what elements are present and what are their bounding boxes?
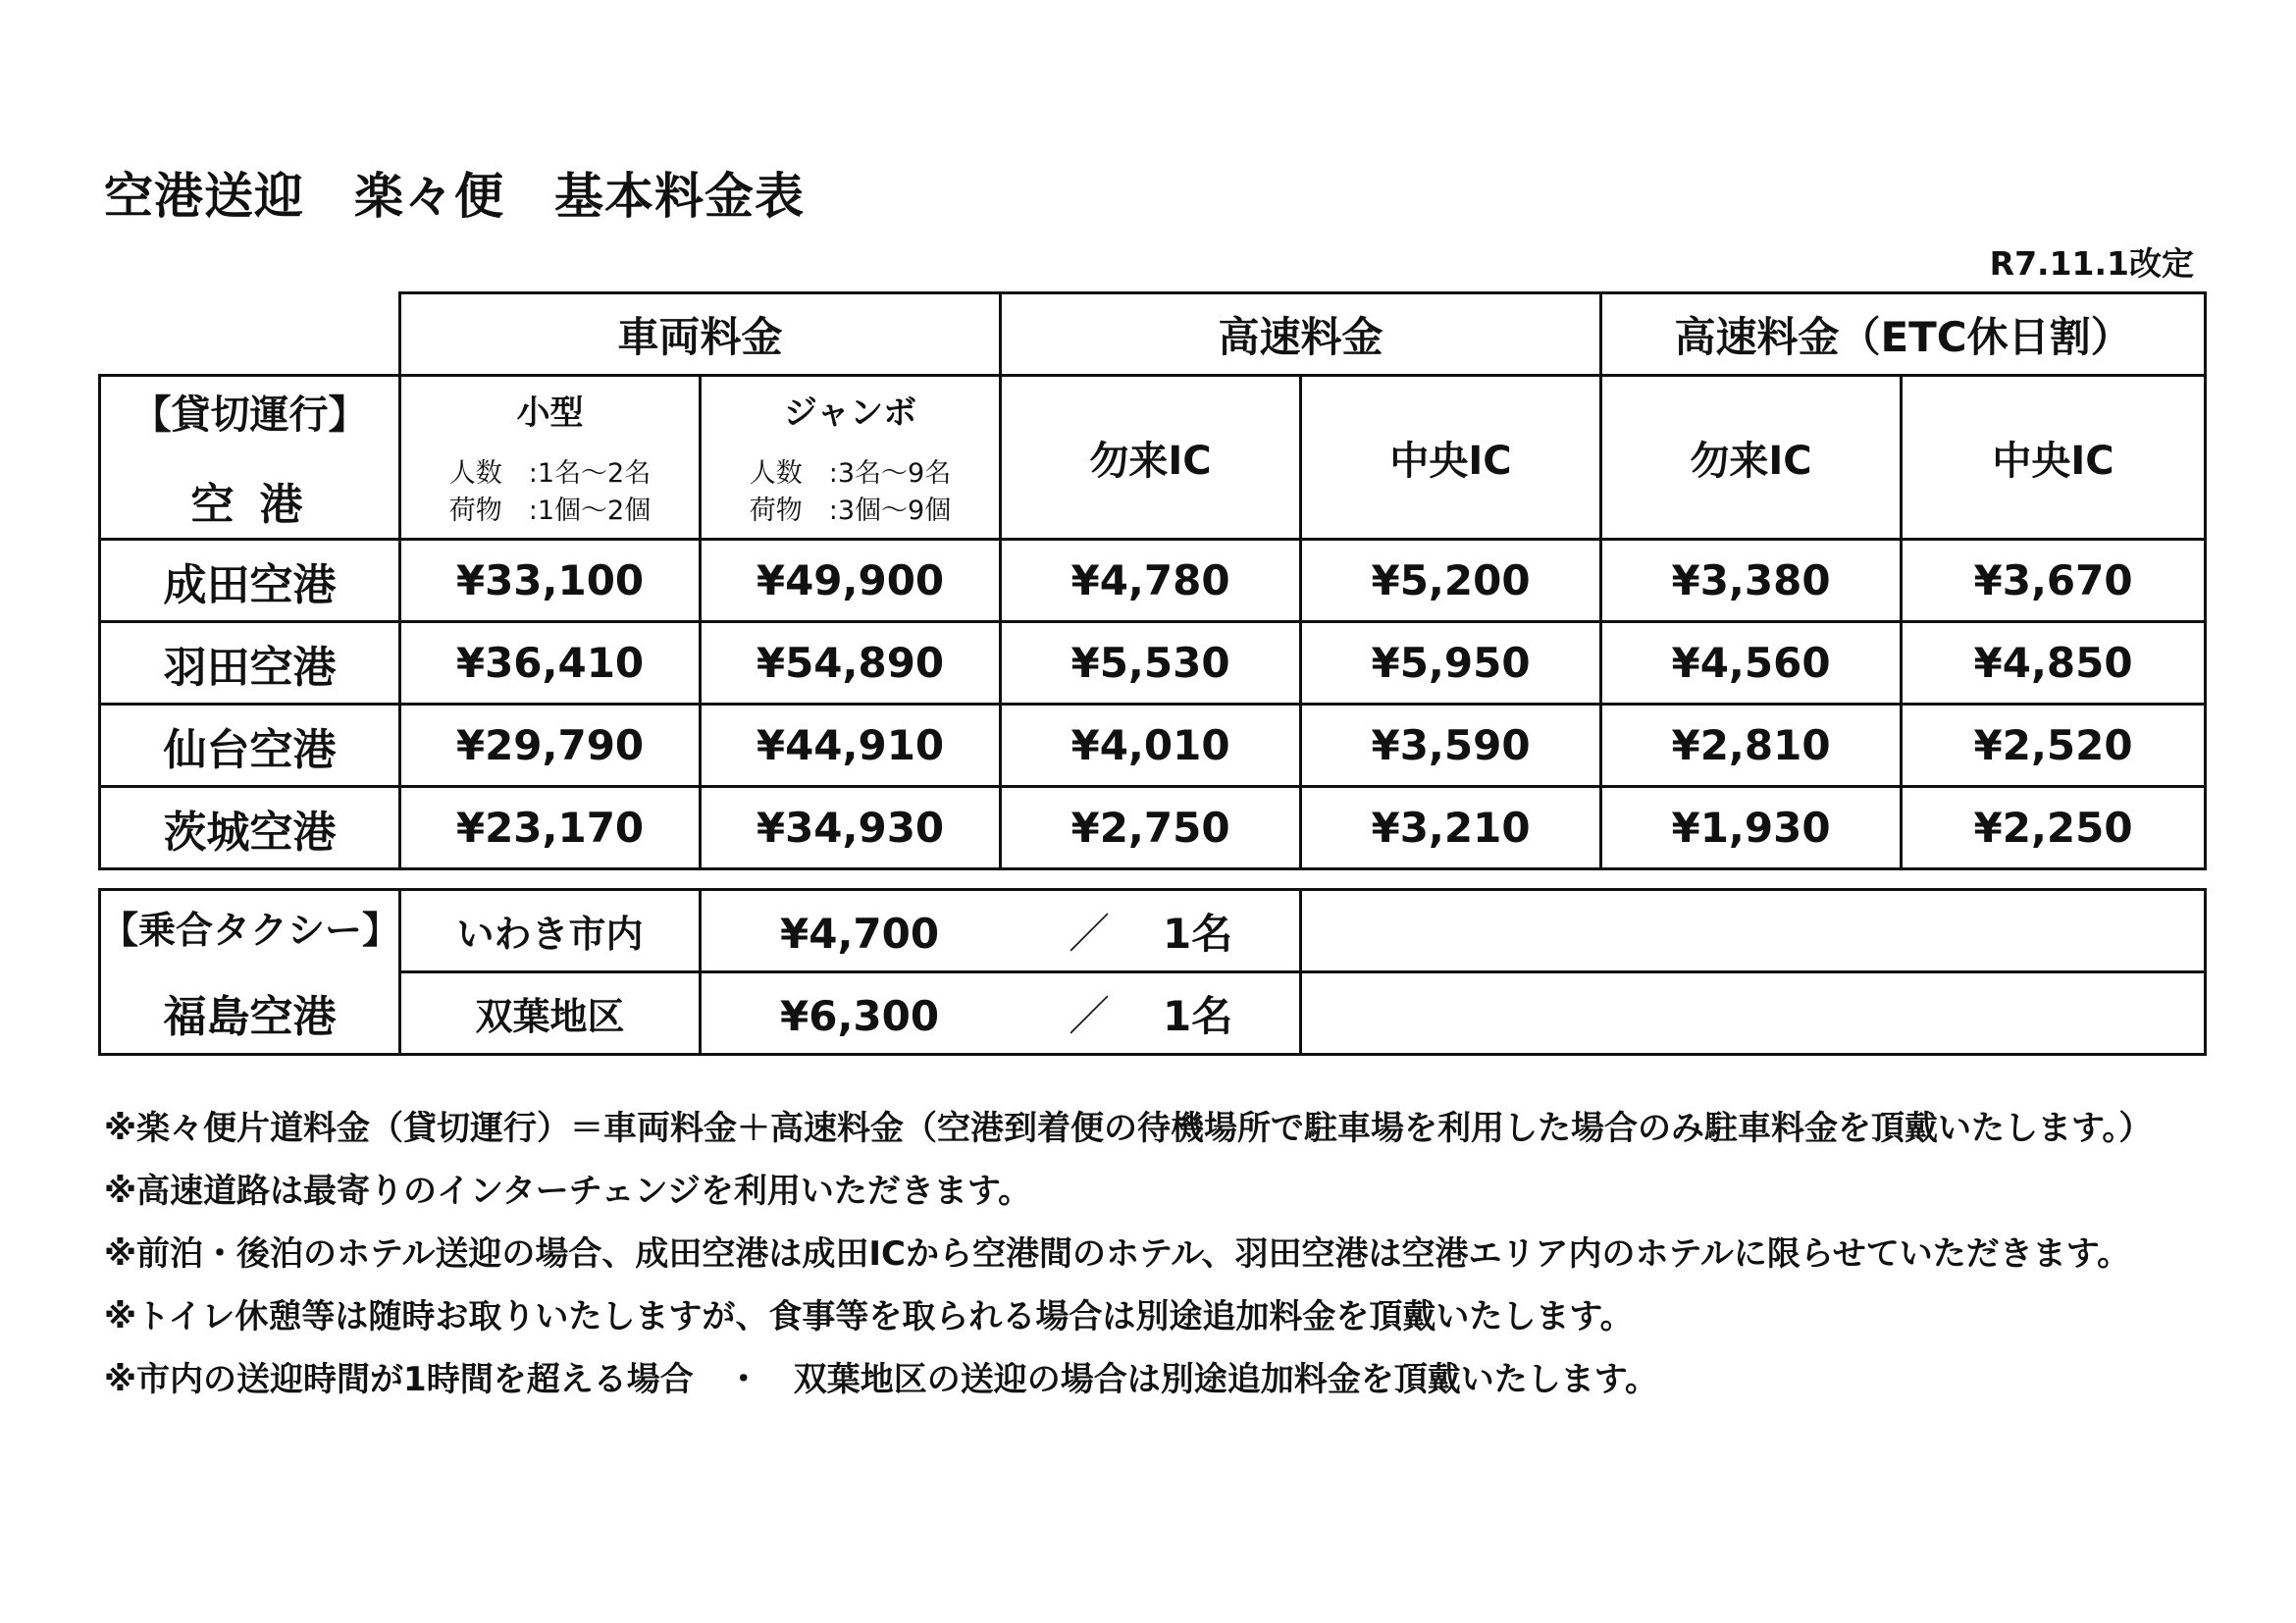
price-cell: ¥36,410 — [400, 622, 701, 705]
ic-nakoso-etc: 勿来IC — [1601, 376, 1902, 540]
header-highway-fare: 高速料金 — [1001, 293, 1601, 376]
taxi-unit: 1名 — [1163, 909, 1233, 958]
taxi-price: ¥4,700 — [780, 909, 940, 958]
fare-table — [98, 291, 2207, 870]
taxi-fare — [701, 890, 1301, 972]
table-row — [100, 972, 2206, 1055]
fare-table-subheader-row — [100, 376, 2206, 540]
taxi-separator: ／ — [1068, 991, 1110, 1040]
revision-date: R7.11.1改定 — [1989, 244, 2194, 283]
price-cell: ¥29,790 — [400, 705, 701, 787]
note-item: ※楽々便片道料金（貸切運行）＝車両料金＋高速料金（空港到着便の待機場所で駐車場を利用した場合のみ駐車料金を頂戴いたします。） — [104, 1109, 2153, 1148]
row-header-charter — [100, 376, 400, 540]
price-cell: ¥5,200 — [1301, 540, 1601, 622]
vehicle-capacity-luggage: 荷物 :3個～9個 — [749, 495, 952, 526]
price-cell: ¥1,930 — [1601, 787, 1902, 869]
header-vehicle-fare: 車両料金 — [400, 293, 1001, 376]
empty-cell — [1301, 890, 2206, 972]
price-cell: ¥4,560 — [1601, 622, 1902, 705]
price-cell: ¥23,170 — [400, 787, 701, 869]
price-cell: ¥2,750 — [1001, 787, 1301, 869]
vehicle-capacity-luggage: 荷物 :1個～2個 — [448, 495, 652, 526]
fare-table-group-header-row — [100, 293, 2206, 376]
vehicle-capacity-people: 人数 :1名～2名 — [448, 457, 652, 489]
table-row — [100, 622, 2206, 705]
price-cell: ¥3,210 — [1301, 787, 1601, 869]
taxi-fare — [701, 972, 1301, 1055]
taxi-row-header — [100, 890, 400, 1055]
vehicle-name: ジャンボ — [783, 393, 917, 433]
ic-chuo-etc: 中央IC — [1902, 376, 2206, 540]
ic-chuo: 中央IC — [1301, 376, 1601, 540]
price-cell: ¥54,890 — [701, 622, 1001, 705]
note-item: ※市内の送迎時間が1時間を超える場合 ・ 双葉地区の送迎の場合は別途追加料金を頂戴いたします。 — [104, 1360, 1658, 1399]
vehicle-capacity-people: 人数 :3名～9名 — [749, 457, 952, 489]
taxi-separator: ／ — [1068, 909, 1110, 958]
header-highway-fare-etc-holiday: 高速料金（ETC休日割） — [1601, 293, 2206, 376]
shared-taxi-label: 【乗合タクシー】 — [101, 909, 400, 952]
price-cell: ¥4,010 — [1001, 705, 1301, 787]
airport-name: 成田空港 — [100, 540, 400, 622]
vehicle-name: 小型 — [516, 393, 584, 433]
page-title: 空港送迎 楽々便 基本料金表 — [104, 168, 805, 225]
taxi-price: ¥6,300 — [780, 991, 940, 1040]
price-cell: ¥3,670 — [1902, 540, 2206, 622]
vehicle-jumbo — [701, 376, 1001, 540]
table-row — [100, 890, 2206, 972]
price-cell: ¥44,910 — [701, 705, 1001, 787]
price-cell: ¥4,780 — [1001, 540, 1301, 622]
price-cell: ¥2,810 — [1601, 705, 1902, 787]
airport-name: 茨城空港 — [100, 787, 400, 869]
price-cell: ¥5,950 — [1301, 622, 1601, 705]
taxi-unit: 1名 — [1163, 991, 1233, 1040]
price-cell: ¥2,250 — [1902, 787, 2206, 869]
vehicle-small — [400, 376, 701, 540]
price-cell: ¥4,850 — [1902, 622, 2206, 705]
price-cell: ¥3,380 — [1601, 540, 1902, 622]
price-cell: ¥49,900 — [701, 540, 1001, 622]
table-row — [100, 705, 2206, 787]
price-cell: ¥3,590 — [1301, 705, 1601, 787]
airport-column-label: 空港 — [190, 479, 329, 530]
shared-taxi-table — [98, 888, 2207, 1056]
taxi-area: 双葉地区 — [400, 972, 701, 1055]
note-item: ※高速道路は最寄りのインターチェンジを利用いただきます。 — [104, 1172, 1032, 1211]
note-item: ※トイレ休憩等は随時お取りいたしますが、食事等を取られる場合は別途追加料金を頂戴いたします。 — [104, 1297, 1634, 1336]
charter-label: 【貸切運行】 — [131, 392, 368, 438]
airport-name: 羽田空港 — [100, 622, 400, 705]
taxi-area: いわき市内 — [400, 890, 701, 972]
price-cell: ¥2,520 — [1902, 705, 2206, 787]
airport-name: 仙台空港 — [100, 705, 400, 787]
fukushima-airport-label: 福島空港 — [163, 992, 337, 1042]
blank-corner-cell — [100, 293, 400, 376]
table-row — [100, 540, 2206, 622]
empty-cell — [1301, 972, 2206, 1055]
price-cell: ¥5,530 — [1001, 622, 1301, 705]
table-row — [100, 787, 2206, 869]
note-item: ※前泊・後泊のホテル送迎の場合、成田空港は成田ICから空港間のホテル、羽田空港は空港エリア内のホテルに限らせていただきます。 — [104, 1234, 2131, 1274]
ic-nakoso: 勿来IC — [1001, 376, 1301, 540]
notes-list — [104, 1097, 2263, 1411]
price-cell: ¥33,100 — [400, 540, 701, 622]
price-cell: ¥34,930 — [701, 787, 1001, 869]
